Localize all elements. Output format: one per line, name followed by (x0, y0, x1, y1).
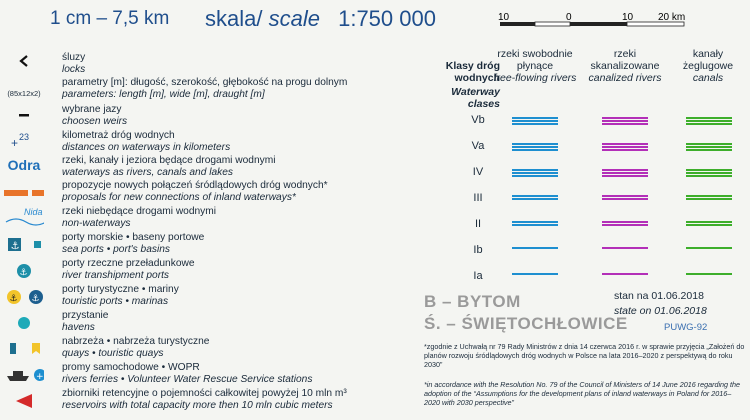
class-line (602, 149, 648, 151)
class-label: II (474, 218, 482, 230)
legend-text-pl: porty turystyczne • mariny (62, 284, 179, 295)
class-line (602, 175, 648, 177)
scale-ratio: 1:750 000 (338, 6, 436, 31)
class-line-symbol (512, 117, 558, 131)
legend-text-pl: śluzy (62, 52, 86, 63)
legend-text-pl: zbiorniki retencyjne o pojemności całkowitej powyżej 10 mln m³ (62, 388, 347, 399)
class-label: Vb (471, 114, 485, 126)
legend-item-parameters (62, 77, 347, 100)
km-number: 23 (19, 132, 30, 142)
class-label: Ib (473, 244, 483, 256)
legend-text-en: non-waterways (62, 217, 131, 229)
column-header-pl: rzeki swobodnie płynące (497, 48, 573, 72)
svg-text:⚓: ⚓ (9, 294, 18, 304)
class-line (512, 172, 558, 174)
legend-text-en: quays • touristic quays (62, 347, 164, 359)
legend-text-pl: propozycje nowych połączeń śródlądowych dróg wodnych* (62, 180, 328, 191)
class-line (686, 123, 732, 125)
weir-icon (4, 106, 44, 124)
legend-text-en: reservoirs with total capacity more then 10 mln cubic meters (62, 399, 333, 411)
svg-text:+: + (36, 372, 44, 382)
class-line-symbol (512, 169, 558, 183)
svg-text:⚓: ⚓ (19, 268, 28, 278)
class-line (686, 198, 732, 200)
class-line (512, 123, 558, 125)
class-line (602, 224, 648, 226)
legend-text-en: havens (62, 321, 95, 333)
city-abbrev-bytom: B – BYTOM (424, 292, 521, 311)
class-line (602, 117, 648, 119)
scale-bar (498, 10, 698, 34)
class-line (512, 175, 558, 177)
class-line (512, 224, 558, 226)
legend-item-weirs (62, 104, 127, 127)
class-line (686, 169, 732, 171)
legend-text-en: proposals for new connections of inland waterways* (62, 191, 296, 203)
class-line (602, 123, 648, 125)
class-line-symbol (512, 247, 558, 261)
class-line (686, 224, 732, 226)
class-line (602, 198, 648, 200)
class-line (512, 146, 558, 148)
legend-text-pl: promy samochodowe • WOPR (62, 362, 200, 373)
legend-item-sea-ports (62, 232, 204, 255)
class-line-symbol (686, 221, 732, 235)
class-line (512, 149, 558, 151)
legend-item-proposals (62, 180, 328, 203)
legend-text-en: river transhipment ports (62, 269, 170, 281)
non-waterway-name: Nida (24, 207, 43, 217)
class-line-symbol (602, 143, 648, 157)
class-line-symbol (602, 169, 648, 183)
scale-title (205, 6, 436, 32)
scale-tick-1: 10 (498, 12, 510, 23)
class-line (686, 120, 732, 122)
class-line (686, 195, 732, 197)
class-line-symbol (686, 247, 732, 261)
chevron-left-icon (4, 52, 44, 70)
class-line (512, 221, 558, 223)
class-label: IV (472, 166, 484, 178)
class-line (602, 143, 648, 145)
legend-item-locks (62, 52, 85, 75)
scale-tick-2: 0 (566, 12, 572, 23)
legend-item-non-waterways (62, 206, 216, 229)
svg-text:⚓: ⚓ (31, 294, 40, 304)
column-header-canals (668, 48, 748, 84)
legend-text-pl: rzeki, kanały i jeziora będące drogami wodnymi (62, 155, 276, 166)
legend-item-marinas (62, 284, 179, 307)
haven-icon (4, 314, 44, 332)
sea-port-icon (4, 236, 44, 254)
class-line-symbol (512, 143, 558, 157)
class-line (686, 149, 732, 151)
column-header-pl: rzeki skanalizowane (590, 48, 660, 72)
column-header-free-flowing (490, 48, 580, 84)
legend-item-ferries (62, 362, 312, 385)
class-line (512, 273, 558, 275)
class-line-symbol (512, 195, 558, 209)
scale-cm-label: 1 cm – 7,5 km (50, 8, 170, 29)
ferry-icon (4, 366, 44, 384)
class-line (602, 172, 648, 174)
legend-text-en: parameters: length [m], wide [m], draught [m] (62, 88, 265, 100)
legend-text-pl: rzeki niebędące drogami wodnymi (62, 206, 217, 217)
class-line-symbol (512, 273, 558, 287)
scale-word-en: scale (268, 6, 320, 31)
class-line-symbol (686, 143, 732, 157)
class-line (602, 247, 648, 249)
class-line (686, 221, 732, 223)
legend-text-en: locks (62, 63, 86, 75)
class-line (686, 175, 732, 177)
class-line (686, 247, 732, 249)
legend-text-pl: przystanie (62, 310, 109, 321)
scale-segment-2 (535, 22, 570, 26)
footnote-en: *in accordance with the Resolution No. 79 of the Council of Ministers of 14 June 2016 regarding the adoption of the “Assumptions for the development plans of inland waterways in Poland for 2016–2020 with 2030 perspective” (424, 380, 741, 407)
legend-text-en: choosen weirs (62, 115, 128, 127)
class-line (512, 117, 558, 119)
scale-bar-graphic (498, 10, 698, 34)
legend-item-reservoirs (62, 388, 347, 411)
class-line-symbol (512, 221, 558, 235)
legend-text-en: waterways as rivers, canals and lakes (62, 166, 233, 178)
class-line (602, 169, 648, 171)
class-line (512, 198, 558, 200)
legend-text-en: rivers ferries • Volunteer Water Rescue Service stations (62, 373, 313, 385)
class-label: III (473, 192, 483, 204)
classes-title-en: Waterway clases (451, 86, 500, 110)
legend-text-pl: porty morskie • baseny portowe (62, 232, 205, 243)
legend-text-en: sea ports • port's basins (62, 243, 171, 255)
column-header-en: canals (692, 72, 724, 84)
legend-text-en: distances on waterways in kilometers (62, 141, 231, 153)
quay-icon (4, 340, 44, 358)
river-name-label: Odra (7, 157, 41, 173)
legend-text-pl: wybrane jazy (62, 104, 122, 115)
class-line-symbol (686, 195, 732, 209)
class-line-symbol (686, 169, 732, 183)
legend-text-pl: nabrzeża • nabrzeża turystyczne (62, 336, 210, 347)
projection-label: PUWG-92 (664, 322, 708, 333)
class-line-symbol (602, 195, 648, 209)
class-line-symbol (686, 273, 732, 287)
legend-text-pl: parametry [m]: długość, szerokość, głębokość na progu dolnym (62, 77, 348, 88)
proposed-connection-icon (4, 184, 44, 202)
classes-title-pl: Klasy dróg wodnych (445, 60, 500, 84)
class-line-symbol (602, 117, 648, 131)
class-line (686, 273, 732, 275)
scale-segment-3 (570, 22, 627, 26)
svg-text:+: + (11, 136, 19, 150)
class-line (512, 169, 558, 171)
column-header-en: free-flowing rivers (493, 72, 577, 84)
class-line (602, 221, 648, 223)
legend-text-pl: kilometraż dróg wodnych (62, 130, 175, 141)
status-date-pl: stan na 01.06.2018 (614, 290, 704, 302)
class-line-symbol (602, 221, 648, 235)
class-line-symbol (602, 273, 648, 287)
class-line (512, 195, 558, 197)
scale-tick-3: 10 (622, 12, 634, 23)
legend-text-en: touristic ports • marinas (62, 295, 169, 307)
class-line-symbol (686, 117, 732, 131)
river-port-icon (4, 262, 44, 280)
legend-item-waterways (62, 155, 275, 178)
legend-item-quays (62, 336, 209, 359)
footnote-pl: *zgodnie z Uchwałą nr 79 Rady Ministrów z dnia 14 czerwca 2016 r. w sprawie przyjęcia „Założeń do planów rozwoju śródlądowych dróg wodnych w Polsce na lata 2016–2020 z perspektywą do roku 2030” (424, 342, 745, 369)
legend-item-havens (62, 310, 108, 333)
class-label: Ia (473, 270, 483, 282)
svg-text:⚓: ⚓ (10, 241, 20, 252)
column-header-canalized (580, 48, 670, 84)
column-header-en: canalized rivers (588, 72, 662, 84)
class-line (512, 120, 558, 122)
status-date-en: state on 01.06.2018 (614, 305, 707, 317)
class-line-symbol (602, 247, 648, 261)
class-line (602, 146, 648, 148)
legend-item-river-ports (62, 258, 195, 281)
scale-word-pl: skala/ (205, 6, 263, 31)
non-waterway-icon (4, 206, 44, 228)
class-line (602, 273, 648, 275)
scale-tick-4: 20 km (658, 12, 686, 23)
dimensions-label: (85x12x2) (7, 88, 41, 98)
km-label (4, 132, 44, 150)
reservoir-icon (4, 392, 44, 410)
column-header-pl: kanały żeglugowe (682, 48, 734, 72)
legend-text-pl: porty rzeczne przeładunkowe (62, 258, 195, 269)
classes-title (420, 60, 500, 110)
class-line (686, 143, 732, 145)
class-line (602, 120, 648, 122)
class-line (512, 143, 558, 145)
class-line (512, 247, 558, 249)
class-line (602, 195, 648, 197)
class-line (686, 146, 732, 148)
class-line (686, 117, 732, 119)
legend-item-km (62, 130, 230, 153)
class-label: Va (471, 140, 485, 152)
marina-icon (4, 288, 44, 306)
city-abbrev-swietochlowice: Ś. – ŚWIĘTOCHŁOWICE (424, 314, 628, 333)
class-line (686, 172, 732, 174)
